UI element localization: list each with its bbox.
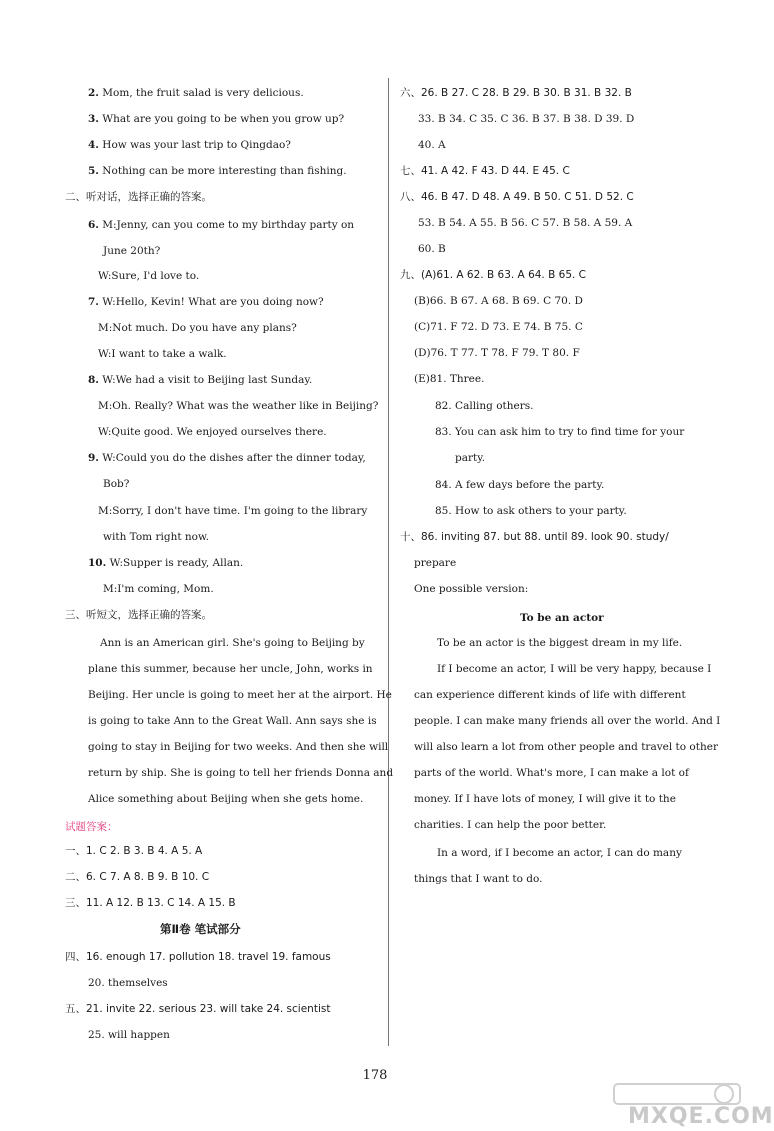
right-line [418, 112, 634, 126]
left-line [88, 138, 291, 152]
left-line [88, 295, 324, 309]
left-line [88, 1028, 170, 1042]
right-line-text: prepare [414, 557, 457, 569]
left-line-text: 试题答案： [65, 821, 118, 833]
left-line [103, 582, 214, 596]
right-line-text: 六、26. B 27. C 28. B 29. B 30. B 31. B 32. B [400, 87, 632, 99]
right-line-text: 40. A [418, 139, 446, 151]
left-line-text: June 20th? [103, 245, 161, 257]
right-line [437, 846, 682, 860]
left-line [103, 530, 209, 544]
right-line [418, 138, 446, 152]
left-item-number: 6. [88, 219, 99, 231]
left-line-text: W:I want to take a walk. [98, 348, 227, 360]
right-line [414, 740, 718, 754]
right-line-text: charities. I can help the poor better. [414, 819, 607, 831]
left-line [88, 740, 388, 754]
left-line [65, 820, 118, 834]
left-line-text: 二、6. C 7. A 8. B 9. B 10. C [65, 871, 210, 883]
right-line-text: One possible version: [414, 583, 529, 595]
left-item-number: 2. [88, 87, 99, 99]
left-line-text: 20. themselves [88, 977, 168, 989]
right-line-text: can experience different kinds of life with different [414, 689, 686, 701]
right-line [414, 688, 686, 702]
left-item-number: 10. [88, 557, 107, 569]
right-line-text: (C)71. F 72. D 73. E 74. B 75. C [414, 321, 583, 333]
right-line [435, 425, 684, 439]
right-line-text: In a word, if I become an actor, I can do many [437, 847, 682, 859]
left-line-text: return by ship. She is going to tell her friends Donna and [88, 767, 394, 779]
right-line-text: (B)66. B 67. A 68. B 69. C 70. D [414, 295, 583, 307]
right-line-text: If I become an actor, I will be very happy, because I [437, 663, 712, 675]
left-line-text: 二、听对话，选择正确的答案。 [65, 191, 212, 203]
left-line [88, 112, 344, 126]
left-line [88, 976, 168, 990]
left-line-text: W:Could you do the dishes after the dinner today, [98, 452, 366, 464]
left-item-number: 9. [88, 452, 99, 464]
left-line-text: M:Oh. Really? What was the weather like in Beijing? [98, 400, 379, 412]
left-item-number: 3. [88, 113, 99, 125]
left-line-text: How was your last trip to Qingdao? [98, 139, 291, 151]
right-line-text: parts of the world. What's more, I can make a lot of [414, 767, 689, 779]
right-line [435, 504, 627, 518]
left-line-text: plane this summer, because her uncle, John, works in [88, 663, 373, 675]
right-line-text: 七、41. A 42. F 43. D 44. E 45. C [400, 165, 570, 177]
left-line [98, 504, 367, 518]
left-item-number: 8. [88, 374, 99, 386]
left-line-text: Ann is an American girl. She's going to Beijing by [100, 637, 365, 649]
right-line [520, 611, 604, 625]
right-line-text: 60. B [418, 243, 446, 255]
right-line [418, 242, 446, 256]
left-line [88, 86, 304, 100]
left-line [65, 1002, 330, 1016]
right-line [414, 818, 606, 832]
left-line [65, 844, 202, 858]
right-line-text: (D)76. T 77. T 78. F 79. T 80. F [414, 347, 580, 359]
left-line [88, 556, 243, 570]
right-line [455, 451, 485, 465]
right-line-text: (E)81. Three. [414, 373, 485, 385]
left-line-text: 五、21. invite 22. serious 23. will take 24. scientist [65, 1003, 331, 1015]
right-line-text: party. [455, 452, 486, 464]
left-line-text: 三、11. A 12. B 13. C 14. A 15. B [65, 897, 236, 909]
right-line [414, 714, 720, 728]
left-item-number: 4. [88, 139, 99, 151]
left-line [98, 347, 227, 361]
left-item-number: 5. [88, 165, 99, 177]
left-line-text: M:Jenny, can you come to my birthday party on [98, 219, 355, 231]
right-line-text: 53. B 54. A 55. B 56. C 57. B 58. A 59. A [418, 217, 633, 229]
right-line [400, 86, 632, 100]
left-line [98, 425, 327, 439]
right-line [414, 372, 484, 386]
left-line-text: M:I'm coming, Mom. [103, 583, 214, 595]
left-line [88, 766, 393, 780]
left-line-text: Bob? [103, 478, 130, 490]
left-line-text: W:Sure, I'd love to. [98, 270, 200, 282]
left-line-text: 四、16. enough 17. pollution 18. travel 19. famous [65, 951, 331, 963]
right-line [414, 556, 456, 570]
left-line-text: going to stay in Beijing for two weeks. And then she will [88, 741, 389, 753]
right-line-text: 84. A few days before the party. [435, 479, 605, 491]
right-line-text: money. If I have lots of money, I will give it to the [414, 793, 676, 805]
right-line [414, 582, 528, 596]
left-line [103, 244, 160, 258]
left-line [98, 321, 297, 335]
right-line [414, 294, 583, 308]
left-line [88, 218, 354, 232]
left-line [88, 373, 312, 387]
right-line-text: To be an actor is the biggest dream in my life. [437, 637, 683, 649]
left-line-text: W:Hello, Kevin! What are you doing now? [98, 296, 324, 308]
right-line [400, 268, 586, 282]
right-line-text: 83. You can ask him to try to find time for your [435, 426, 685, 438]
right-line-text: things that I want to do. [414, 873, 543, 885]
right-line [414, 792, 676, 806]
left-item-number: 7. [88, 296, 99, 308]
left-line-text: Nothing can be more interesting than fishing. [98, 165, 347, 177]
left-line [88, 688, 392, 702]
left-line [88, 714, 377, 728]
right-line-text: will also learn a lot from other people and travel to other [414, 741, 718, 753]
left-line-text: is going to take Ann to the Great Wall. Ann says she is [88, 715, 377, 727]
left-line-text: 一、1. C 2. B 3. B 4. A 5. A [65, 845, 203, 857]
left-line-text: Beijing. Her uncle is going to meet her at the airport. He [88, 689, 392, 701]
right-line-text: 85. How to ask others to your party. [435, 505, 627, 517]
left-line-text: W:We had a visit to Beijing last Sunday. [98, 374, 313, 386]
right-line [437, 636, 682, 650]
left-line-text: What are you going to be when you grow up? [98, 113, 345, 125]
left-line [103, 477, 129, 491]
left-line-text: Mom, the fruit salad is very delicious. [98, 87, 304, 99]
right-line [414, 872, 542, 886]
right-line [435, 399, 534, 413]
left-line [98, 399, 378, 413]
left-line [88, 451, 366, 465]
right-line [435, 478, 604, 492]
left-line [65, 896, 236, 910]
right-line [414, 346, 580, 360]
right-line [400, 164, 570, 178]
column-divider [388, 78, 389, 1046]
right-line-text: 十、86. inviting 87. but 88. until 89. look 90. study/ [400, 531, 669, 543]
right-line [400, 190, 634, 204]
left-line [65, 950, 331, 964]
right-line [414, 766, 689, 780]
left-line-text: Alice something about Beijing when she gets home. [88, 793, 364, 805]
left-line [88, 164, 347, 178]
left-line-text: W:Supper is ready, Allan. [106, 557, 244, 569]
right-line [437, 662, 711, 676]
left-line [65, 870, 209, 884]
page-number: 178 [362, 1068, 388, 1083]
left-line [65, 190, 212, 204]
right-line-text: 82. Calling others. [435, 400, 534, 412]
left-line-text: 三、听短文，选择正确的答案。 [65, 609, 212, 621]
right-line-text: To be an actor [520, 612, 604, 624]
left-line-text: M:Sorry, I don't have time. I'm going to the library [98, 505, 368, 517]
right-line-text: people. I can make many friends all over the world. And I [414, 715, 721, 727]
section-title: 第Ⅱ卷 笔试部分 [160, 922, 241, 936]
left-line-text: M:Not much. Do you have any plans? [98, 322, 297, 334]
left-line [100, 636, 365, 650]
watermark-text: MXQE.COM [628, 1104, 774, 1129]
left-line [88, 662, 373, 676]
left-line-text: 25. will happen [88, 1029, 170, 1041]
right-line [414, 320, 583, 334]
right-line-text: 八、46. B 47. D 48. A 49. B 50. C 51. D 52. C [400, 191, 634, 203]
left-line-text: W:Quite good. We enjoyed ourselves there. [98, 426, 327, 438]
right-line-text: 33. B 34. C 35. C 36. B 37. B 38. D 39. D [418, 113, 635, 125]
right-line-text: 九、(A)61. A 62. B 63. A 64. B 65. C [400, 269, 587, 281]
left-line [88, 792, 363, 806]
left-line-text: with Tom right now. [103, 531, 210, 543]
left-line [65, 608, 212, 622]
right-line [418, 216, 632, 230]
right-line [400, 530, 669, 544]
left-line [98, 269, 199, 283]
